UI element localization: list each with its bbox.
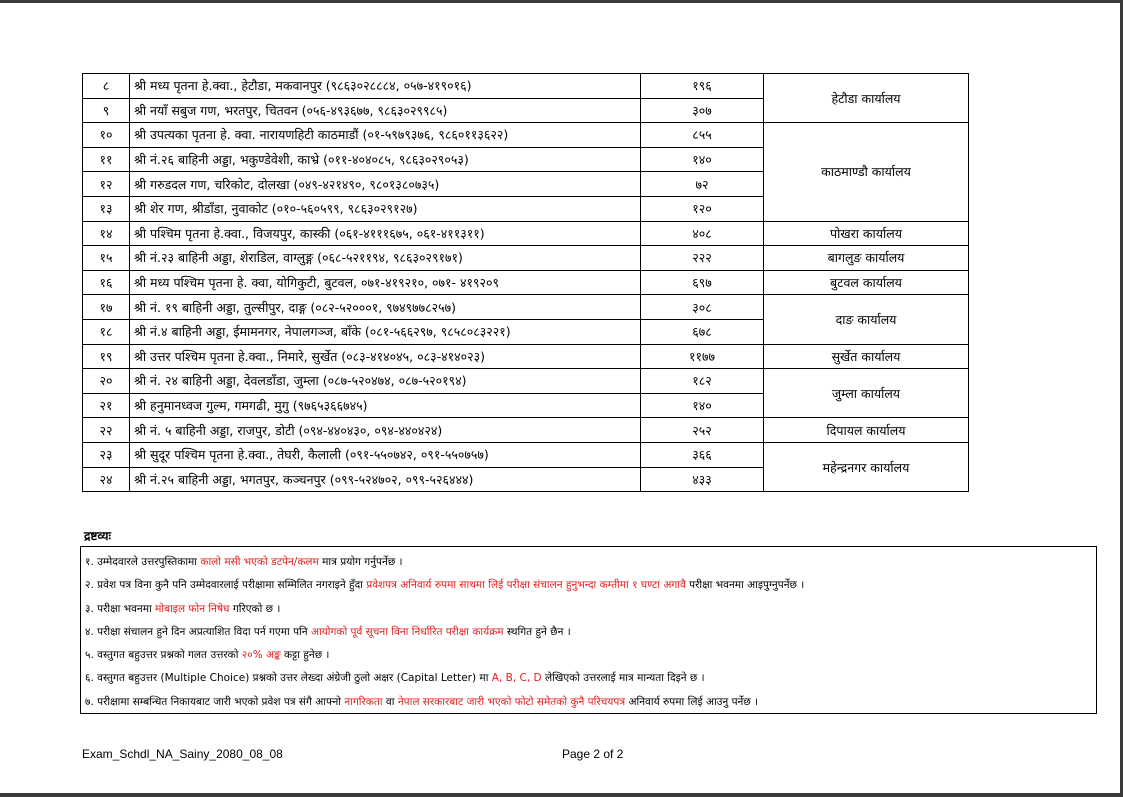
note-text: ६. वस्तुगत बहुउत्तर (Multiple Choice) प्रश्नको उत्तर लेख्दा अंग्रेजी ठुलो अक्षर (Capital Letter) मा xyxy=(85,672,492,685)
serial-number-cell: ९ xyxy=(83,98,130,123)
notes-title: द्रष्टव्यः xyxy=(84,529,111,543)
note-highlight: कालो मसी भएको डटपेन/कलम xyxy=(200,556,319,568)
note-item xyxy=(85,644,1092,667)
serial-number-cell: १० xyxy=(83,123,130,148)
center-name-cell: श्री नं.२६ बाहिनी अड्डा, भकुण्डेवेशी, काभ्रे (०११-४०४०८५, ९८६३०२९०५३) xyxy=(130,147,641,172)
serial-number-cell: ८ xyxy=(83,74,130,99)
center-name-cell: श्री शेर गण, श्रीडाँडा, नुवाकोट (०१०-५६०५९९, ९८६३०२९१२७) xyxy=(130,196,641,221)
candidate-count-cell: ११७७ xyxy=(641,344,764,369)
note-highlight: नागरिकता xyxy=(344,695,383,708)
serial-number-cell: ११ xyxy=(83,147,130,172)
note-item xyxy=(85,598,1092,621)
note-item xyxy=(85,691,1092,714)
note-highlight: आयोगको पूर्व सूचना विना निर्धारित परीक्षा कार्यक्रम xyxy=(310,625,504,638)
serial-number-cell: १४ xyxy=(83,221,130,246)
candidate-count-cell: २५२ xyxy=(641,418,764,443)
serial-number-cell: १३ xyxy=(83,196,130,221)
serial-number-cell: १८ xyxy=(83,319,130,344)
table-row xyxy=(83,221,969,246)
center-name-cell: श्री मध्य पृतना हे.क्वा., हेटौडा, मकवानपुर (९८६३०२८८८४, ०५७-४१९०१६) xyxy=(130,74,641,99)
center-name-cell: श्री नं.४ बाहिनी अड्डा, ईमामनगर, नेपालगञ्ज, बाँके (०८१-५६६२९७, ९८५८०८३२२१) xyxy=(130,319,641,344)
note-text: ५. वस्तुगत बहुउत्तर प्रश्नको गलत उत्तरको xyxy=(85,649,242,662)
center-name-cell: श्री नयाँ सबुज गण, भरतपुर, चितवन (०५६-४९३६७७, ९८६३०२९९८५) xyxy=(130,98,641,123)
serial-number-cell: १५ xyxy=(83,246,130,271)
note-highlight: प्रवेशपत्र अनिवार्य रुपमा साथमा लिई परीक्षा संचालन हुनुभन्दा कम्तीमा १ घण्टा अगावै xyxy=(366,579,686,592)
candidate-count-cell: ६९७ xyxy=(641,270,764,295)
note-text: परीक्षा भवनमा आइपुग्नुपर्नेछ । xyxy=(685,579,805,592)
candidate-count-cell: १८२ xyxy=(641,369,764,394)
serial-number-cell: १२ xyxy=(83,172,130,197)
table-row xyxy=(83,74,969,99)
exam-center-table xyxy=(82,73,969,492)
center-name-cell: श्री पश्चिम पृतना हे.क्वा., विजयपुर, कास्की (०६१-४१११६७५, ०६१-४११३११) xyxy=(130,221,641,246)
note-item xyxy=(85,551,1092,574)
serial-number-cell: १६ xyxy=(83,270,130,295)
candidate-count-cell: १४० xyxy=(641,147,764,172)
candidate-count-cell: ३६६ xyxy=(641,442,764,467)
note-text: कट्टा हुनेछ । xyxy=(280,649,330,662)
candidate-count-cell: २२२ xyxy=(641,246,764,271)
center-name-cell: श्री नं. २४ बाहिनी अड्डा, देवलडाँडा, जुम्ला (०८७-५२०४७४, ०८७-५२०१९४) xyxy=(130,369,641,394)
note-text: १. उम्मेदवारले उत्तरपुस्तिकामा xyxy=(85,556,201,568)
office-cell: दिपायल कार्यालय xyxy=(764,418,969,443)
candidate-count-cell: ४३३ xyxy=(641,467,764,492)
table-row xyxy=(83,418,969,443)
office-cell: पोखरा कार्यालय xyxy=(764,221,969,246)
center-name-cell: श्री नं. ५ बाहिनी अड्डा, राजपुर, डोटी (०९४-४४०४३०, ०९४-४४०४२४) xyxy=(130,418,641,443)
page-frame-bottom xyxy=(0,793,1123,797)
table-row xyxy=(83,442,969,467)
candidate-count-cell: ३०८ xyxy=(641,295,764,320)
serial-number-cell: २२ xyxy=(83,418,130,443)
candidate-count-cell: ४०८ xyxy=(641,221,764,246)
table-row xyxy=(83,344,969,369)
center-name-cell: श्री मध्य पश्चिम पृतना हे. क्वा, योगिकुटी, बुटवल, ०७१-४१९२१०, ०७१- ४१९२०९ xyxy=(130,270,641,295)
footer-page-number: Page 2 of 2 xyxy=(562,747,624,761)
center-name-cell: श्री उपत्यका पृतना हे. क्वा. नारायणहिटी काठमाडौं (०१-५९७९३७६, ९८६०११३६२२) xyxy=(130,123,641,148)
candidate-count-cell: १४० xyxy=(641,393,764,418)
table-row xyxy=(83,270,969,295)
serial-number-cell: २० xyxy=(83,369,130,394)
office-cell: सुर्खेत कार्यालय xyxy=(764,344,969,369)
office-cell: हेटौडा कार्यालय xyxy=(764,74,969,123)
note-item xyxy=(85,621,1092,644)
table-row xyxy=(83,369,969,394)
serial-number-cell: १९ xyxy=(83,344,130,369)
notes-box xyxy=(80,546,1097,714)
center-name-cell: श्री नं. १९ बाहिनी अड्डा, तुल्सीपुर, दाङ्ग (०८२-५२०००१, ९७४९७७८२५७) xyxy=(130,295,641,320)
office-cell: बागलुङ कार्यालय xyxy=(764,246,969,271)
candidate-count-cell: ६७८ xyxy=(641,319,764,344)
note-text: गरिएको छ । xyxy=(229,602,281,615)
office-cell: काठमाण्डौ कार्यालय xyxy=(764,123,969,221)
table-row xyxy=(83,123,969,148)
candidate-count-cell: १२० xyxy=(641,196,764,221)
center-name-cell: श्री उत्तर पश्चिम पृतना हे.क्वा., निमारे, सुर्खेत (०८३-४१४०४५, ०८३-४१४०२३) xyxy=(130,344,641,369)
footer-filename: Exam_Schdl_NA_Sainy_2080_08_08 xyxy=(82,747,283,761)
office-cell: जुम्ला कार्यालय xyxy=(764,369,969,418)
candidate-count-cell: ७२ xyxy=(641,172,764,197)
office-cell: बुटवल कार्यालय xyxy=(764,270,969,295)
note-text: २. प्रवेश पत्र विना कुनै पनि उम्मेदवारलाई परीक्षामा सम्मिलित नगराइने हुँदा xyxy=(85,579,367,592)
note-item xyxy=(85,574,1092,597)
note-text: ७. परीक्षामा सम्बन्धित निकायबाट जारी भएको प्रवेश पत्र संगै आफ्नो xyxy=(85,695,345,708)
note-item xyxy=(85,667,1092,690)
note-text: अनिवार्य रुपमा लिई आउनु पर्नेछ । xyxy=(625,695,759,708)
candidate-count-cell: ३०७ xyxy=(641,98,764,123)
note-highlight: २०% अङ्क xyxy=(241,649,281,662)
office-cell: दाङ कार्यालय xyxy=(764,295,969,344)
center-name-cell: श्री नं.२३ बाहिनी अड्डा, शेराडिल, वाग्लुङ्ग (०६८-५२११९४, ९८६३०२९१७१) xyxy=(130,246,641,271)
note-text: ३. परीक्षा भवनमा xyxy=(85,602,156,615)
office-cell: महेन्द्रनगर कार्यालय xyxy=(764,442,969,491)
note-text: ४. परीक्षा संचालन हुने दिन अप्रत्याशित विदा पर्न गएमा पनि xyxy=(85,625,311,638)
serial-number-cell: १७ xyxy=(83,295,130,320)
candidate-count-cell: १९६ xyxy=(641,74,764,99)
note-highlight: नेपाल सरकारबाट जारी भएको फोटो समेतको कुनै परिचयपत्र xyxy=(397,695,626,708)
serial-number-cell: २३ xyxy=(83,442,130,467)
note-highlight: मोबाइल फोन निषेध xyxy=(155,602,230,615)
note-text: वा xyxy=(382,695,398,708)
table-row xyxy=(83,295,969,320)
note-text: स्थगित हुने छैन । xyxy=(503,625,571,638)
table-row xyxy=(83,246,969,271)
note-text: मात्र प्रयोग गर्नुपर्नेछ । xyxy=(318,556,403,568)
note-text: लेखिएको उत्तरलाई मात्र मान्यता दिइने छ । xyxy=(541,672,705,685)
page-frame-top xyxy=(0,0,1123,3)
center-name-cell: श्री गरुडदल गण, चरिकोट, दोलखा (०४९-४२१४९०, ९८०१३८०७३५) xyxy=(130,172,641,197)
serial-number-cell: २४ xyxy=(83,467,130,492)
note-highlight: A, B, C, D xyxy=(491,672,542,685)
center-name-cell: श्री सुदूर पश्चिम पृतना हे.क्वा., तेघरी, कैलाली (०९१-५५०७४२, ०९१-५५०७५७) xyxy=(130,442,641,467)
candidate-count-cell: ८५५ xyxy=(641,123,764,148)
center-name-cell: श्री हनुमानध्वज गुल्म, गमगढी, मुगु (९७६५३६६७४५) xyxy=(130,393,641,418)
center-name-cell: श्री नं.२५ बाहिनी अड्डा, भगतपुर, कञ्चनपुर (०९९-५२४७०२, ०९९-५२६४४४) xyxy=(130,467,641,492)
serial-number-cell: २१ xyxy=(83,393,130,418)
